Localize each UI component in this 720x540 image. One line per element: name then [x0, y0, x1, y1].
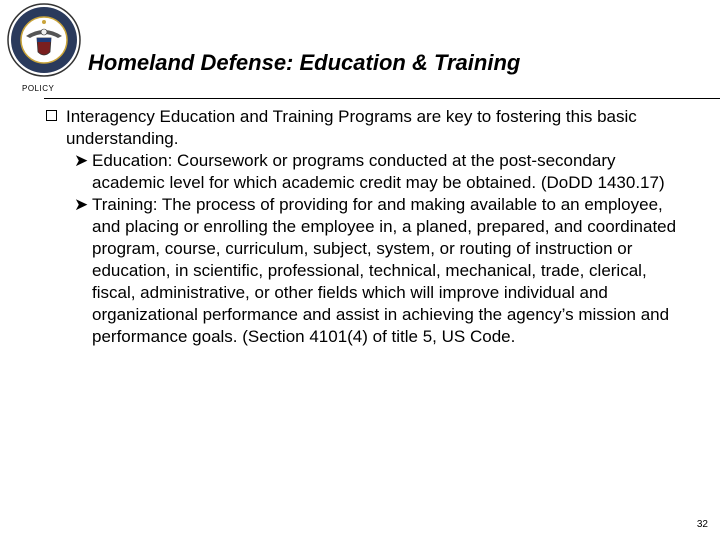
sub-bullet [46, 150, 686, 194]
page-number: 32 [696, 519, 708, 530]
slide-content [46, 106, 686, 348]
title-divider [44, 98, 720, 99]
slide-title: Homeland Defense: Education & Training [88, 50, 521, 75]
arrow-bullet-icon: ➤ [74, 151, 89, 170]
arrow-bullet-icon: ➤ [74, 195, 89, 214]
department-of-defense-seal-icon [6, 2, 82, 78]
sub-bullet [46, 194, 686, 348]
square-bullet-icon [46, 110, 57, 121]
main-bullet [46, 106, 686, 150]
main-bullet-text: Interagency Education and Training Programs are key to fostering this basic understanding. [66, 107, 637, 148]
sub-bullet-text: Training: The process of providing for and making available to an employee, and placing or enrolling the employee in, a planed, prepared, and coordinated program, course, curriculum, subject, system, or routing of instruction or education, in scientific, professional, technical, mechanical, trade, clerical, fiscal, administrative, or other fields which will improve individual and organizational performance and assist in achieving the agency’s mission and performance goals. (Section 4101(4) of title 5, US Code. [92, 195, 677, 346]
sub-bullet-text: Education: Coursework or programs conducted at the post-secondary academic level for which academic credit may be obtained. (DoDD 1430.17) [92, 151, 665, 192]
section-label: POLICY [22, 84, 55, 93]
